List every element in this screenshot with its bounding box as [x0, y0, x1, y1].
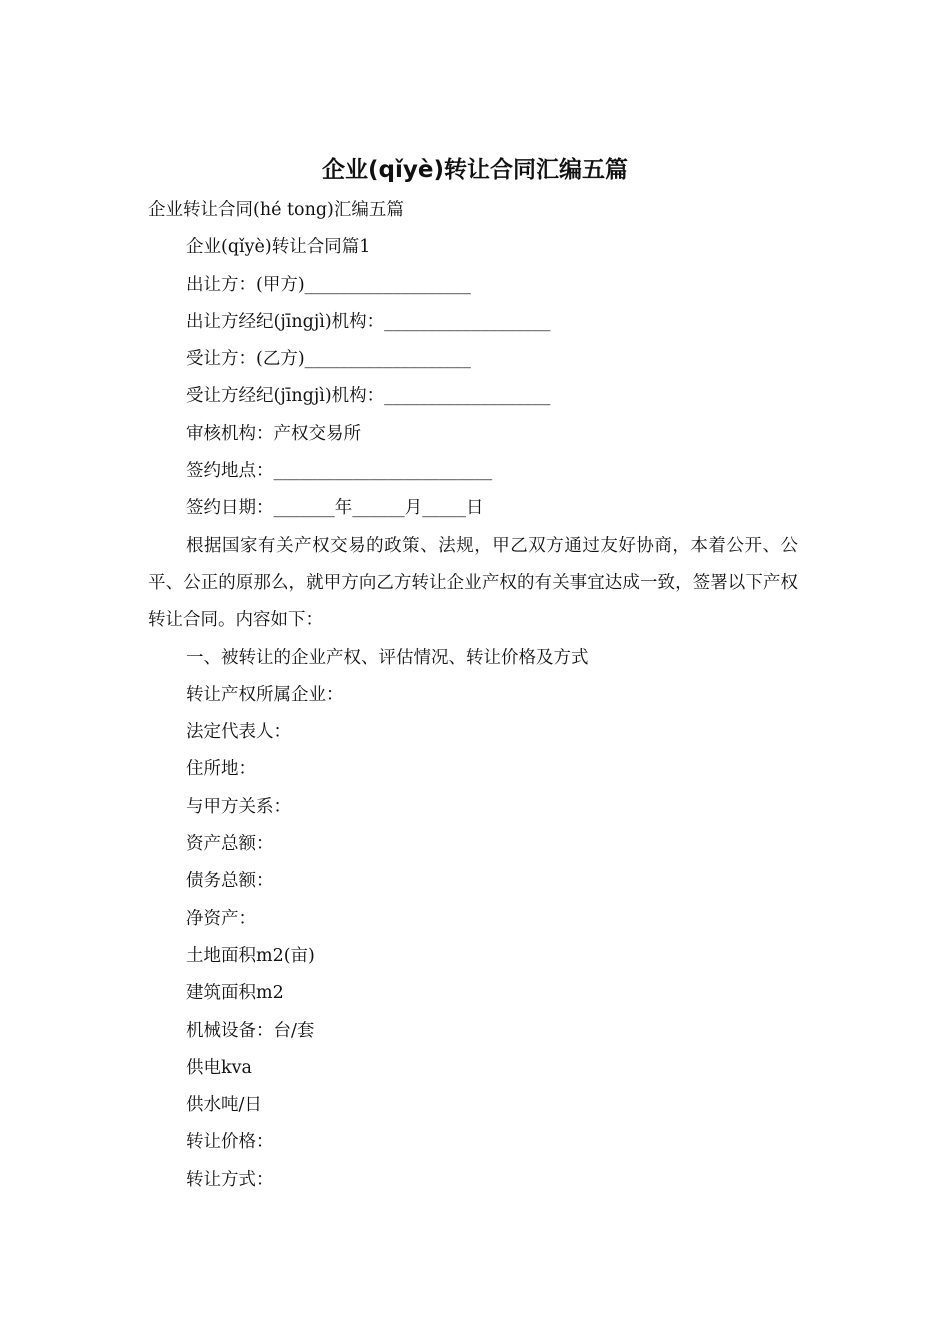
clause1-item: 供电kva	[186, 1057, 252, 1078]
section-heading: 企业(qǐyè)转让合同篇1	[186, 237, 371, 258]
preamble-paragraph: 根据国家有关产权交易的政策、法规，甲乙双方通过友好协商，本着公开、公平、公正的原那么，就甲方向乙方转让企业产权的有关事宜达成一致，签署以下产权转让合同。内容如下：	[148, 535, 798, 631]
clause1-item: 转让产权所属企业：	[186, 684, 344, 705]
transferee-agent-field: 受让方经纪(jīngjì)机构：___________________	[186, 386, 551, 407]
transferor-agent-field: 出让方经纪(jīngjì)机构：___________________	[186, 311, 551, 332]
clause1-heading: 一、被转让的企业产权、评估情况、转让价格及方式	[186, 647, 589, 668]
document-title: 企业(qǐyè)转让合同汇编五篇	[322, 157, 628, 183]
clause1-item: 债务总额：	[186, 871, 274, 892]
review-agency-field: 审核机构：产权交易所	[186, 423, 361, 444]
clause1-item: 转让方式：	[186, 1169, 274, 1190]
transferee-field: 受让方：(乙方)___________________	[186, 349, 471, 370]
signing-date-field: 签约日期：_______年______月_____日	[186, 498, 484, 519]
clause1-item: 住所地：	[186, 759, 256, 780]
clause1-item: 转让价格：	[186, 1132, 274, 1153]
clause1-item: 土地面积m2(亩)	[186, 945, 315, 966]
clause1-item: 净资产：	[186, 908, 256, 929]
clause1-item: 建筑面积m2	[186, 983, 284, 1004]
clause1-item: 资产总额：	[186, 834, 274, 855]
document-body	[148, 192, 798, 1199]
transferor-field: 出让方：(甲方)___________________	[186, 274, 471, 295]
clause1-item: 机械设备：台/套	[186, 1020, 315, 1041]
signing-place-field: 签约地点：_________________________	[186, 461, 493, 482]
clause1-item: 法定代表人：	[186, 722, 291, 743]
clause1-item: 与甲方关系：	[186, 796, 291, 817]
document-subtitle: 企业转让合同(hé tong)汇编五篇	[148, 200, 404, 220]
clause1-item: 供水吨/日	[186, 1095, 262, 1116]
